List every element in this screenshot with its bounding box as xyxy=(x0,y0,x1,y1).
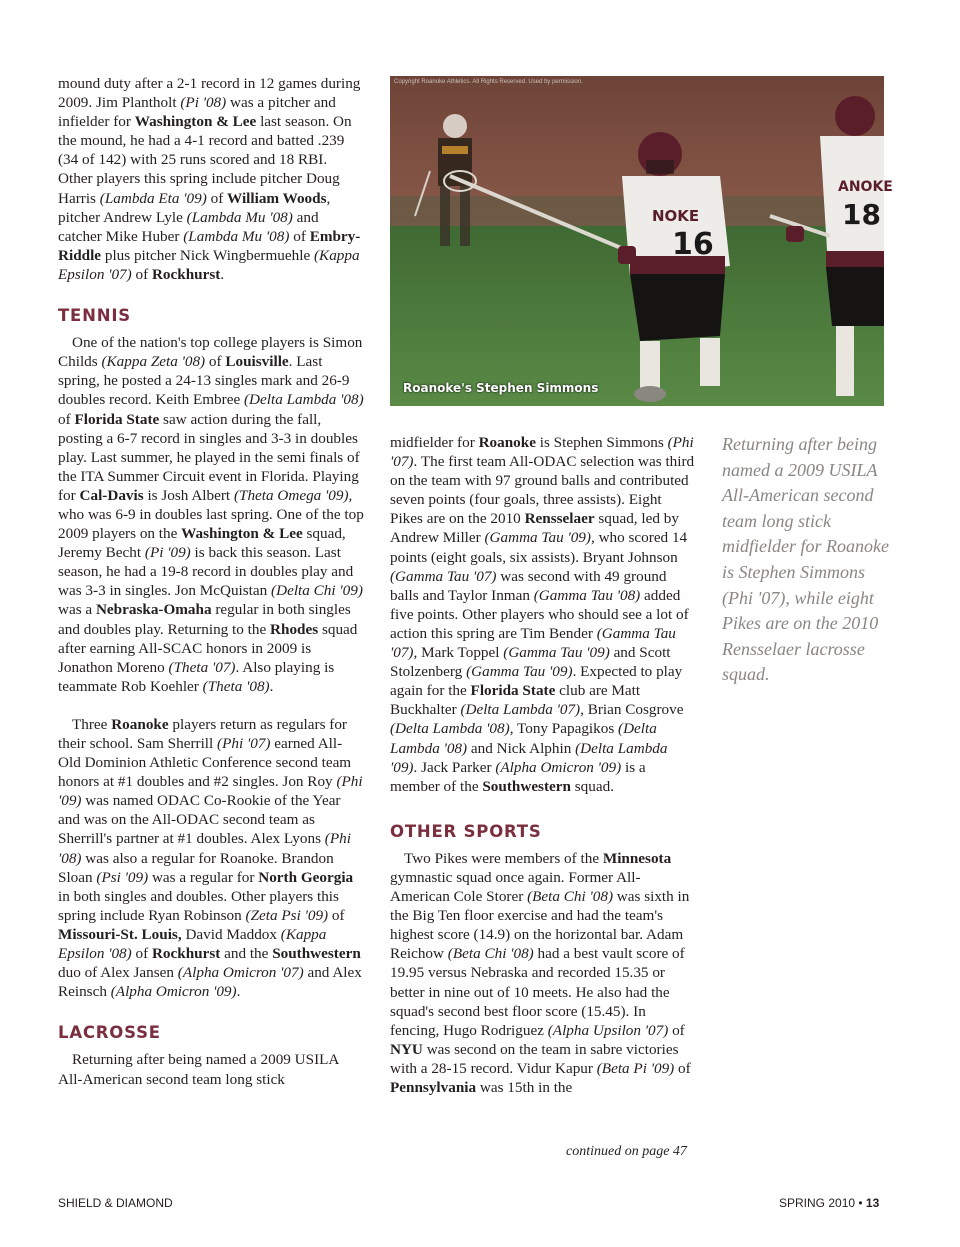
text-run: last season. On the mound, he had a 4-1 record and batted .239 (34 of 142) with 25 runs scored and 18 RBI. Other players this spring include pitcher Doug Harris xyxy=(58,113,352,207)
text-run: (Pi '08) xyxy=(180,94,227,112)
text-run: (Gamma Tau '08) xyxy=(533,586,641,604)
footer-publication: SHIELD & DIAMOND xyxy=(58,1196,173,1210)
text-run: (Phi '08) xyxy=(58,830,351,867)
text-run: North Georgia xyxy=(258,868,354,886)
text-run: (Lambda Mu '08) xyxy=(186,208,293,226)
lacrosse-photo xyxy=(390,76,893,406)
text-run: was sixth in the Big Ten floor exercise and had the team's highest score (14.9) on the horizontal bar. Adam Reichow xyxy=(390,888,690,963)
text-run: was a regular for xyxy=(148,868,259,886)
text-run: club are Matt Buckhalter xyxy=(390,682,641,719)
text-run: (Phi '09) xyxy=(58,773,363,810)
jersey-number-2: 18 xyxy=(842,198,881,231)
text-run: Roanoke xyxy=(111,715,169,733)
other-sports-heading: OTHER SPORTS xyxy=(390,821,542,841)
text-run: (Gamma Tau '09) xyxy=(484,529,591,547)
text-run: (Delta Lambda '08) xyxy=(390,720,657,757)
tennis-paragraph-1 xyxy=(58,333,364,696)
text-run: duo of Alex Jansen xyxy=(58,964,178,982)
text-run: was named ODAC Co-Rookie of the Year and was on the All-ODAC second team as Sherrill's partner at #1 doubles. Alex Lyons xyxy=(58,792,341,848)
text-run: squad. xyxy=(570,777,614,795)
text-run: . Also playing is teammate Rob Koehler xyxy=(58,658,335,695)
text-run: (Alpha Omicron '07) xyxy=(177,964,304,982)
text-run: was second on the team in sabre victories with a 28-15 record. Vidur Kapur xyxy=(390,1040,679,1077)
text-run: of xyxy=(206,189,228,207)
text-run: , Brian Cosgrove xyxy=(580,701,684,719)
text-run: players return as regulars for their school. Sam Sherrill xyxy=(58,715,347,752)
text-run: . Last spring, he posted a 24-13 singles mark and 26-9 doubles record. Keith Embree xyxy=(58,353,350,409)
text-run: (Beta Chi '08) xyxy=(447,945,534,963)
text-run: squad, led by Andrew Miller xyxy=(390,510,679,547)
text-run: (Delta Lambda '09) xyxy=(390,739,668,776)
text-run: (Zeta Psi '09) xyxy=(245,906,329,924)
text-run: regular in both singles and doubles play. Returning to the xyxy=(58,601,351,638)
continued-note: continued on page 47 xyxy=(566,1144,687,1159)
text-run: , Mark Toppel xyxy=(413,644,504,662)
text-run: , who was 6-9 in doubles last spring. One of the top 2009 players on the xyxy=(58,486,364,543)
text-run: Cal-Davis xyxy=(79,486,144,504)
text-run: was a pitcher and infielder for xyxy=(58,94,336,131)
page-number: 13 xyxy=(865,1196,880,1210)
text-run: of xyxy=(205,353,226,371)
text-run: Rensselaer xyxy=(524,510,595,528)
text-run: and the xyxy=(220,945,273,963)
text-run: . xyxy=(269,677,274,695)
text-run: of xyxy=(674,1059,691,1077)
text-run: (Kappa Epsilon '08) xyxy=(58,925,327,963)
text-run: . xyxy=(220,265,225,283)
text-run: squad, Jeremy Becht xyxy=(58,525,346,562)
text-run: (Beta Pi '09) xyxy=(596,1059,675,1077)
text-run: added five points. Other players who should see a lot of action this spring are Tim Bender xyxy=(390,586,689,642)
text-run: Southwestern xyxy=(272,945,361,963)
other-sports-paragraph xyxy=(390,849,696,1097)
footer-issue xyxy=(779,1196,879,1210)
text-run: is Stephen Simmons xyxy=(535,434,668,451)
text-run: David Maddox xyxy=(181,925,281,943)
text-run: . The first team All-ODAC selection was third on the team with 97 ground balls and contributed seven points (four goals, three assists). Eight Pikes are on the 2010 xyxy=(390,453,695,528)
text-run: Two Pikes were members of the xyxy=(404,849,603,867)
text-run: Louisville xyxy=(225,353,289,371)
photo-caption: Roanoke's Stephen Simmons xyxy=(403,381,599,395)
text-run: (Gamma Tau '09) xyxy=(503,644,610,662)
text-run: of xyxy=(58,410,75,428)
photo-credit: Copyright Roanoke Athletics. All Rights Reserved. Used by permission. xyxy=(394,79,583,85)
text-run: (Theta '07) xyxy=(168,658,236,676)
text-run: . xyxy=(236,983,241,1001)
text-run: had a best vault score of 19.95 versus Nebraska and recorded 15.35 or better in nine out of 10 meets. He also had the squad's second best floor score (15.45). In fencing, Hugo Rodriguez xyxy=(390,945,685,1039)
text-run: Minnesota xyxy=(602,849,672,867)
pull-quote: Returning after being named a 2009 USILA All-American second team long stick midfielder for Roanoke is Stephen Simmons (Phi '07), while eight Pikes are on the 2010 Rensselaer lacrosse squad. xyxy=(722,434,889,685)
text-run: (Gamma Tau '09) xyxy=(466,663,573,681)
text-run: (Phi '07) xyxy=(217,735,271,752)
text-run: saw action during the fall, posting a 6-7 record in singles and 3-3 in doubles play. Last summer, he played in the semi finals of the ITA Summer Circuit event in Florida. Playing for xyxy=(58,410,360,504)
jersey-text-2: ANOKE xyxy=(838,179,893,195)
text-run: Florida State xyxy=(470,682,556,700)
text-run: is back this season. Last season, he had a 19-8 record in doubles play and was 3-3 in singles. Jon McQuistan xyxy=(58,544,354,600)
text-run: Rhodes xyxy=(270,620,319,638)
lacrosse-paragraph-2 xyxy=(390,433,696,796)
left-column xyxy=(58,74,364,1089)
text-run: Three xyxy=(72,715,112,733)
text-run: plus pitcher Nick Wingbermuehle xyxy=(101,246,314,264)
lacrosse-paragraph-1 xyxy=(58,1050,364,1088)
text-run: was 15th in the xyxy=(476,1079,573,1096)
text-run: , pitcher Andrew Lyle xyxy=(58,189,331,226)
text-run: NYU xyxy=(390,1040,423,1058)
text-run: One of the nation's top college players is Simon Childs xyxy=(58,334,363,371)
text-run: of xyxy=(131,945,152,963)
text-run: (Theta Omega '09) xyxy=(233,486,349,504)
text-run: is Josh Albert xyxy=(143,486,234,504)
text-run: (Delta Chi '09) xyxy=(271,582,363,600)
text-run: , Tony Papagikos xyxy=(509,720,619,738)
tennis-heading: TENNIS xyxy=(58,306,131,326)
text-run: of xyxy=(668,1021,685,1039)
text-run: of xyxy=(131,265,152,283)
text-run: (Alpha Omicron '09) xyxy=(495,758,622,776)
text-run: Missouri-St. Louis, xyxy=(58,925,182,943)
text-run: Southwestern xyxy=(482,777,571,795)
text-run: (Gamma Tau '07) xyxy=(390,624,676,662)
text-run: (Alpha Upsilon '07) xyxy=(547,1021,669,1039)
text-run: (Lambda Mu '08) xyxy=(183,227,290,245)
text-run: of xyxy=(328,906,345,924)
text-run: (Phi '07) xyxy=(390,434,694,471)
footer-issue-label: SPRING 2010 • xyxy=(779,1196,866,1210)
text-run: (Kappa Zeta '08) xyxy=(101,353,206,371)
baseball-paragraph xyxy=(58,74,364,284)
text-run: was second with 49 ground balls and Taylor Inman xyxy=(390,567,667,604)
text-run: Pennsylvania xyxy=(390,1079,477,1096)
text-run: (Delta Lambda '08) xyxy=(390,720,510,738)
text-run: William Woods xyxy=(227,189,327,207)
text-run: Washington & Lee xyxy=(134,113,257,131)
text-run: Returning after being named a 2009 USILA All-American second team long stick xyxy=(58,1051,339,1088)
text-run: , who scored 14 points (eight goals, six assists). Bryant Johnson xyxy=(390,529,688,566)
text-run: (Delta Lambda '08) xyxy=(243,391,364,409)
text-run: (Delta Lambda '07) xyxy=(460,701,581,719)
text-run: was also a regular for Roanoke. Brandon Sloan xyxy=(58,849,334,886)
text-run: (Theta '08) xyxy=(202,677,270,695)
text-run: Rockhurst xyxy=(151,945,221,963)
jersey-text-1: NOKE xyxy=(652,207,700,225)
text-run: (Gamma Tau '07) xyxy=(390,567,497,585)
text-run: Rockhurst xyxy=(151,265,221,283)
text-run: and Scott Stolzenberg xyxy=(390,644,671,681)
text-run: in both singles and doubles. Other players this spring include Ryan Robinson xyxy=(58,887,339,924)
text-run: gymnastic squad once again. Former All-American Cole Storer xyxy=(390,868,641,906)
tennis-paragraph-2 xyxy=(58,715,364,1001)
text-run: Roanoke xyxy=(478,434,536,451)
text-run: of xyxy=(289,227,310,245)
text-run: (Kappa Epsilon '07) xyxy=(58,246,360,283)
text-run: . Expected to play again for the xyxy=(390,663,683,700)
text-run: was a xyxy=(58,601,96,619)
text-run: and Nick Alphin xyxy=(467,739,576,757)
text-run: (Psi '09) xyxy=(96,868,149,886)
middle-column xyxy=(390,433,696,1097)
text-run: and Alex Reinsch xyxy=(58,964,362,1001)
text-run: (Pi '09) xyxy=(144,544,191,562)
text-run: and catcher Mike Huber xyxy=(58,208,319,245)
text-run: Embry-Riddle xyxy=(58,227,361,264)
lacrosse-heading: LACROSSE xyxy=(58,1023,161,1043)
text-run: Nebraska-Omaha xyxy=(95,601,212,619)
text-run: Florida State xyxy=(74,410,160,428)
text-run: squad after earning All-SCAC honors in 2009 is Jonathon Moreno xyxy=(58,620,358,676)
text-run: earned All-Old Dominion Athletic Conference second team honors at #1 doubles and #2 singles. Jon Roy xyxy=(58,735,352,791)
lacrosse-players-illustration xyxy=(390,76,893,406)
text-run: (Alpha Omicron '09) xyxy=(110,983,237,1001)
text-run: midfielder for xyxy=(390,434,479,451)
text-run: mound duty after a 2-1 record in 12 games during 2009. Jim Plantholt xyxy=(58,75,361,112)
text-run: (Beta Chi '08) xyxy=(527,888,613,906)
jersey-number-1: 16 xyxy=(672,227,714,262)
text-run: Washington & Lee xyxy=(181,525,303,543)
text-run: (Lambda Eta '09) xyxy=(99,189,207,207)
text-run: . Jack Parker xyxy=(413,758,496,776)
text-run: is a member of the xyxy=(390,758,646,795)
